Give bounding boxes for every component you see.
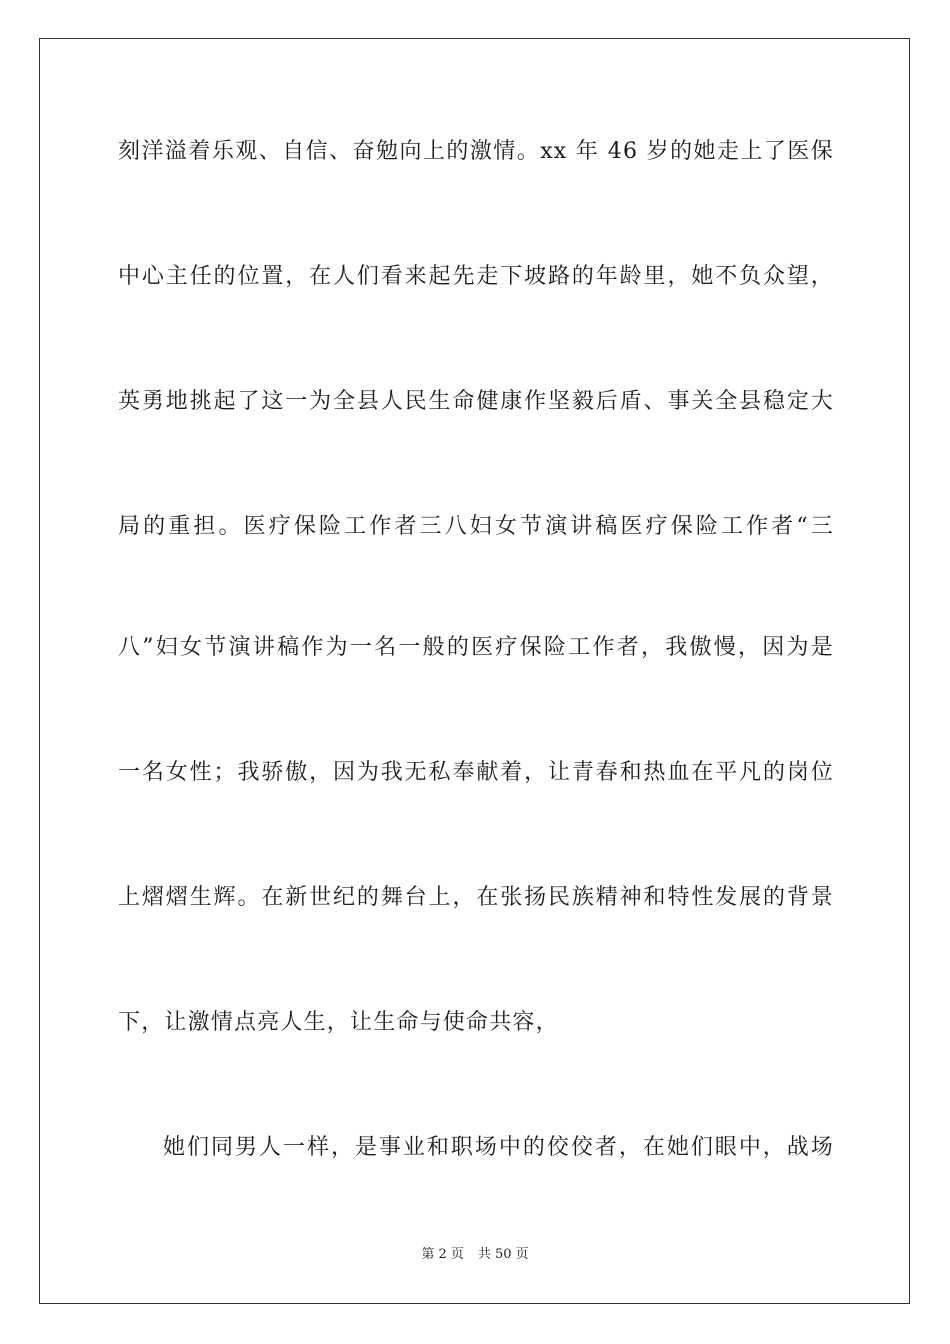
body-text-line: 下，让激情点亮人生，让生命与使命共容，	[118, 1010, 559, 1035]
body-text-line: 局的重担。医疗保险工作者三八妇女节演讲稿医疗保险工作者“三	[118, 514, 834, 539]
body-text-line: 上熠熠生辉。在新世纪的舞台上，在张扬民族精神和特性发展的背景	[118, 885, 834, 910]
paragraph-first-line: 她们同男人一样，是事业和职场中的佼佼者，在她们眼中，战场	[163, 1135, 834, 1160]
body-text-line: 刻洋溢着乐观、自信、奋勉向上的激情。xx 年 46 岁的她走上了医保	[118, 139, 834, 164]
body-text-line: 中心主任的位置，在人们看来起先走下坡路的年龄里，她不负众望，	[118, 264, 834, 289]
page-footer	[0, 1246, 950, 1264]
page-number: 第 2 页	[421, 1247, 464, 1262]
page-border	[39, 38, 910, 1304]
body-text-line: 八”妇女节演讲稿作为一名一般的医疗保险工作者，我傲慢，因为是	[118, 635, 834, 660]
body-text-line: 一名女性；我骄傲，因为我无私奉献着，让青春和热血在平凡的岗位	[118, 760, 834, 785]
page-total: 共 50 页	[477, 1247, 529, 1262]
body-text-line: 英勇地挑起了这一为全县人民生命健康作坚毅后盾、事关全县稳定大	[118, 389, 834, 414]
